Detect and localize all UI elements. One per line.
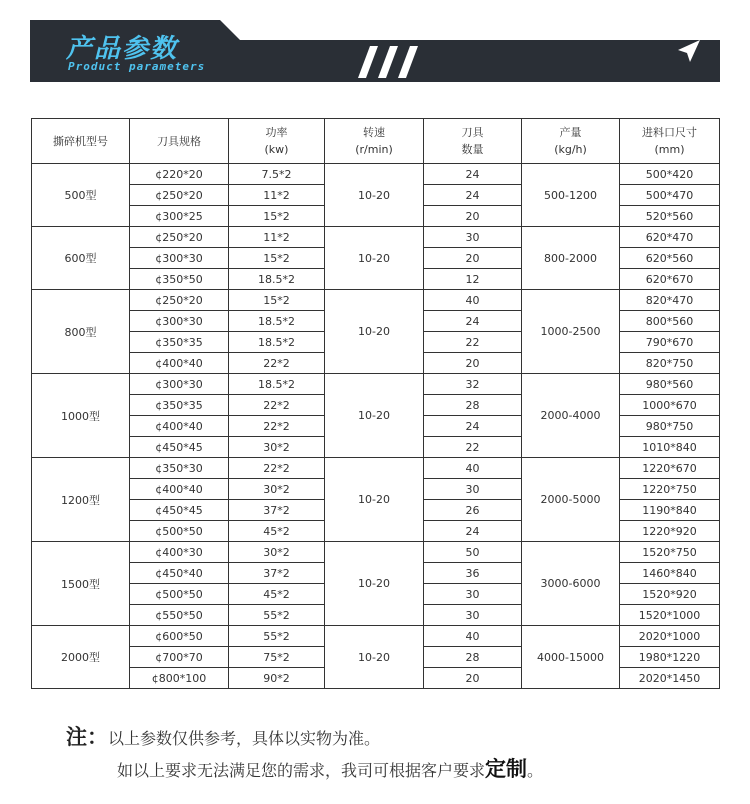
qty-cell: 32 — [424, 374, 522, 395]
column-header-line: 撕碎机型号 — [53, 134, 108, 148]
inlet-cell: 1220*920 — [620, 521, 720, 542]
output-cell: 4000-15000 — [522, 626, 620, 689]
output-cell: 800-2000 — [522, 227, 620, 290]
table-row — [32, 290, 720, 311]
output-cell: 2000-4000 — [522, 374, 620, 458]
output-cell: 2000-5000 — [522, 458, 620, 542]
speed-cell: 10-20 — [325, 227, 424, 290]
note-line1: 以上参数仅供参考，具体以实物为准。 — [108, 729, 381, 748]
qty-cell: 12 — [424, 269, 522, 290]
spec-cell: ¢250*20 — [130, 227, 229, 248]
qty-cell: 30 — [424, 479, 522, 500]
power-cell: 18.5*2 — [229, 311, 325, 332]
power-cell: 45*2 — [229, 521, 325, 542]
spec-cell: ¢250*20 — [130, 290, 229, 311]
note-line2-suffix: 。 — [527, 761, 544, 780]
inlet-cell: 1520*920 — [620, 584, 720, 605]
spec-cell: ¢400*30 — [130, 542, 229, 563]
inlet-cell: 1520*1000 — [620, 605, 720, 626]
footnote — [66, 722, 543, 786]
table-row — [32, 227, 720, 248]
column-header-line: 功率 — [265, 126, 288, 139]
qty-cell: 24 — [424, 185, 522, 206]
model-cell: 1000型 — [32, 374, 130, 458]
column-header — [32, 119, 130, 164]
model-cell: 500型 — [32, 164, 130, 227]
qty-cell: 24 — [424, 311, 522, 332]
spec-cell: ¢450*45 — [130, 437, 229, 458]
spec-cell: ¢400*40 — [130, 479, 229, 500]
inlet-cell: 820*750 — [620, 353, 720, 374]
inlet-cell: 520*560 — [620, 206, 720, 227]
spec-cell: ¢450*45 — [130, 500, 229, 521]
spec-cell: ¢400*40 — [130, 353, 229, 374]
spec-cell: ¢350*35 — [130, 332, 229, 353]
qty-cell: 20 — [424, 248, 522, 269]
power-cell: 15*2 — [229, 248, 325, 269]
column-header-line: 进料口尺寸 — [642, 126, 697, 139]
inlet-cell: 620*560 — [620, 248, 720, 269]
inlet-cell: 1220*750 — [620, 479, 720, 500]
model-cell: 1200型 — [32, 458, 130, 542]
note-lead: 注： — [66, 725, 108, 749]
qty-cell: 22 — [424, 437, 522, 458]
power-cell: 22*2 — [229, 395, 325, 416]
inlet-cell: 2020*1450 — [620, 668, 720, 689]
table-row — [32, 626, 720, 647]
inlet-cell: 500*420 — [620, 164, 720, 185]
inlet-cell: 620*670 — [620, 269, 720, 290]
power-cell: 11*2 — [229, 185, 325, 206]
qty-cell: 50 — [424, 542, 522, 563]
spec-cell: ¢300*25 — [130, 206, 229, 227]
power-cell: 37*2 — [229, 500, 325, 521]
power-cell: 18.5*2 — [229, 269, 325, 290]
qty-cell: 40 — [424, 626, 522, 647]
column-header-line: (kw) — [264, 143, 289, 156]
inlet-cell: 800*560 — [620, 311, 720, 332]
model-cell: 2000型 — [32, 626, 130, 689]
qty-cell: 40 — [424, 290, 522, 311]
inlet-cell: 1460*840 — [620, 563, 720, 584]
column-header-line: 转速 — [363, 126, 385, 139]
header-banner — [30, 20, 720, 82]
power-cell: 15*2 — [229, 290, 325, 311]
column-header — [620, 119, 720, 164]
qty-cell: 24 — [424, 164, 522, 185]
spec-cell: ¢350*50 — [130, 269, 229, 290]
spec-cell: ¢800*100 — [130, 668, 229, 689]
speed-cell: 10-20 — [325, 290, 424, 374]
column-header-line: (r/min) — [355, 143, 393, 156]
output-cell: 1000-2500 — [522, 290, 620, 374]
power-cell: 55*2 — [229, 626, 325, 647]
qty-cell: 30 — [424, 584, 522, 605]
model-cell: 800型 — [32, 290, 130, 374]
spec-cell: ¢350*35 — [130, 395, 229, 416]
spec-cell: ¢500*50 — [130, 521, 229, 542]
column-header-line: 刀具规格 — [157, 134, 201, 148]
qty-cell: 22 — [424, 332, 522, 353]
qty-cell: 30 — [424, 605, 522, 626]
qty-cell: 24 — [424, 416, 522, 437]
spec-cell: ¢350*30 — [130, 458, 229, 479]
spec-cell: ¢220*20 — [130, 164, 229, 185]
column-header-line: (mm) — [654, 143, 685, 156]
inlet-cell: 1520*750 — [620, 542, 720, 563]
table-header-row — [32, 119, 720, 164]
spec-cell: ¢600*50 — [130, 626, 229, 647]
output-cell: 500-1200 — [522, 164, 620, 227]
speed-cell: 10-20 — [325, 542, 424, 626]
column-header-line: 数量 — [461, 143, 484, 156]
power-cell: 55*2 — [229, 605, 325, 626]
inlet-cell: 980*750 — [620, 416, 720, 437]
power-cell: 22*2 — [229, 353, 325, 374]
column-header — [325, 119, 424, 164]
banner-subtitle: Product parameters — [68, 60, 206, 73]
spec-cell: ¢250*20 — [130, 185, 229, 206]
spec-cell: ¢300*30 — [130, 248, 229, 269]
speed-cell: 10-20 — [325, 164, 424, 227]
column-header — [522, 119, 620, 164]
table-row — [32, 542, 720, 563]
power-cell: 37*2 — [229, 563, 325, 584]
table-row — [32, 458, 720, 479]
banner-notch-shape — [220, 20, 720, 82]
spec-cell: ¢300*30 — [130, 311, 229, 332]
qty-cell: 20 — [424, 206, 522, 227]
spec-cell: ¢550*50 — [130, 605, 229, 626]
power-cell: 30*2 — [229, 542, 325, 563]
column-header-line: 产量 — [559, 126, 582, 139]
column-header-line: (kg/h) — [554, 143, 587, 156]
banner-title: 产品参数 — [66, 34, 179, 64]
model-cell: 1500型 — [32, 542, 130, 626]
speed-cell: 10-20 — [325, 458, 424, 542]
speed-cell: 10-20 — [325, 374, 424, 458]
model-cell: 600型 — [32, 227, 130, 290]
inlet-cell: 820*470 — [620, 290, 720, 311]
spec-cell: ¢500*50 — [130, 584, 229, 605]
inlet-cell: 1010*840 — [620, 437, 720, 458]
spec-cell: ¢700*70 — [130, 647, 229, 668]
table-row — [32, 374, 720, 395]
column-header — [229, 119, 325, 164]
power-cell: 30*2 — [229, 479, 325, 500]
column-header — [130, 119, 229, 164]
qty-cell: 30 — [424, 227, 522, 248]
qty-cell: 28 — [424, 395, 522, 416]
output-cell: 3000-6000 — [522, 542, 620, 626]
qty-cell: 40 — [424, 458, 522, 479]
inlet-cell: 500*470 — [620, 185, 720, 206]
spec-cell: ¢300*30 — [130, 374, 229, 395]
column-header-line: 刀具 — [461, 126, 484, 139]
table-row — [32, 164, 720, 185]
inlet-cell: 980*560 — [620, 374, 720, 395]
inlet-cell: 2020*1000 — [620, 626, 720, 647]
spec-cell: ¢400*40 — [130, 416, 229, 437]
note-line2-emphasis: 定制 — [485, 757, 528, 781]
send-arrow-icon — [676, 38, 702, 64]
power-cell: 22*2 — [229, 458, 325, 479]
parameter-table — [31, 118, 720, 689]
inlet-cell: 1220*670 — [620, 458, 720, 479]
power-cell: 15*2 — [229, 206, 325, 227]
power-cell: 22*2 — [229, 416, 325, 437]
power-cell: 45*2 — [229, 584, 325, 605]
qty-cell: 20 — [424, 353, 522, 374]
power-cell: 18.5*2 — [229, 332, 325, 353]
speed-cell: 10-20 — [325, 626, 424, 689]
qty-cell: 24 — [424, 521, 522, 542]
note-line2-prefix: 如以上要求无法满足您的需求，我司可根据客户要求 — [117, 761, 486, 780]
inlet-cell: 1000*670 — [620, 395, 720, 416]
qty-cell: 28 — [424, 647, 522, 668]
spec-cell: ¢450*40 — [130, 563, 229, 584]
power-cell: 30*2 — [229, 437, 325, 458]
power-cell: 90*2 — [229, 668, 325, 689]
power-cell: 75*2 — [229, 647, 325, 668]
qty-cell: 26 — [424, 500, 522, 521]
inlet-cell: 1190*840 — [620, 500, 720, 521]
power-cell: 7.5*2 — [229, 164, 325, 185]
qty-cell: 36 — [424, 563, 522, 584]
power-cell: 18.5*2 — [229, 374, 325, 395]
inlet-cell: 790*670 — [620, 332, 720, 353]
qty-cell: 20 — [424, 668, 522, 689]
inlet-cell: 1980*1220 — [620, 647, 720, 668]
power-cell: 11*2 — [229, 227, 325, 248]
inlet-cell: 620*470 — [620, 227, 720, 248]
column-header — [424, 119, 522, 164]
